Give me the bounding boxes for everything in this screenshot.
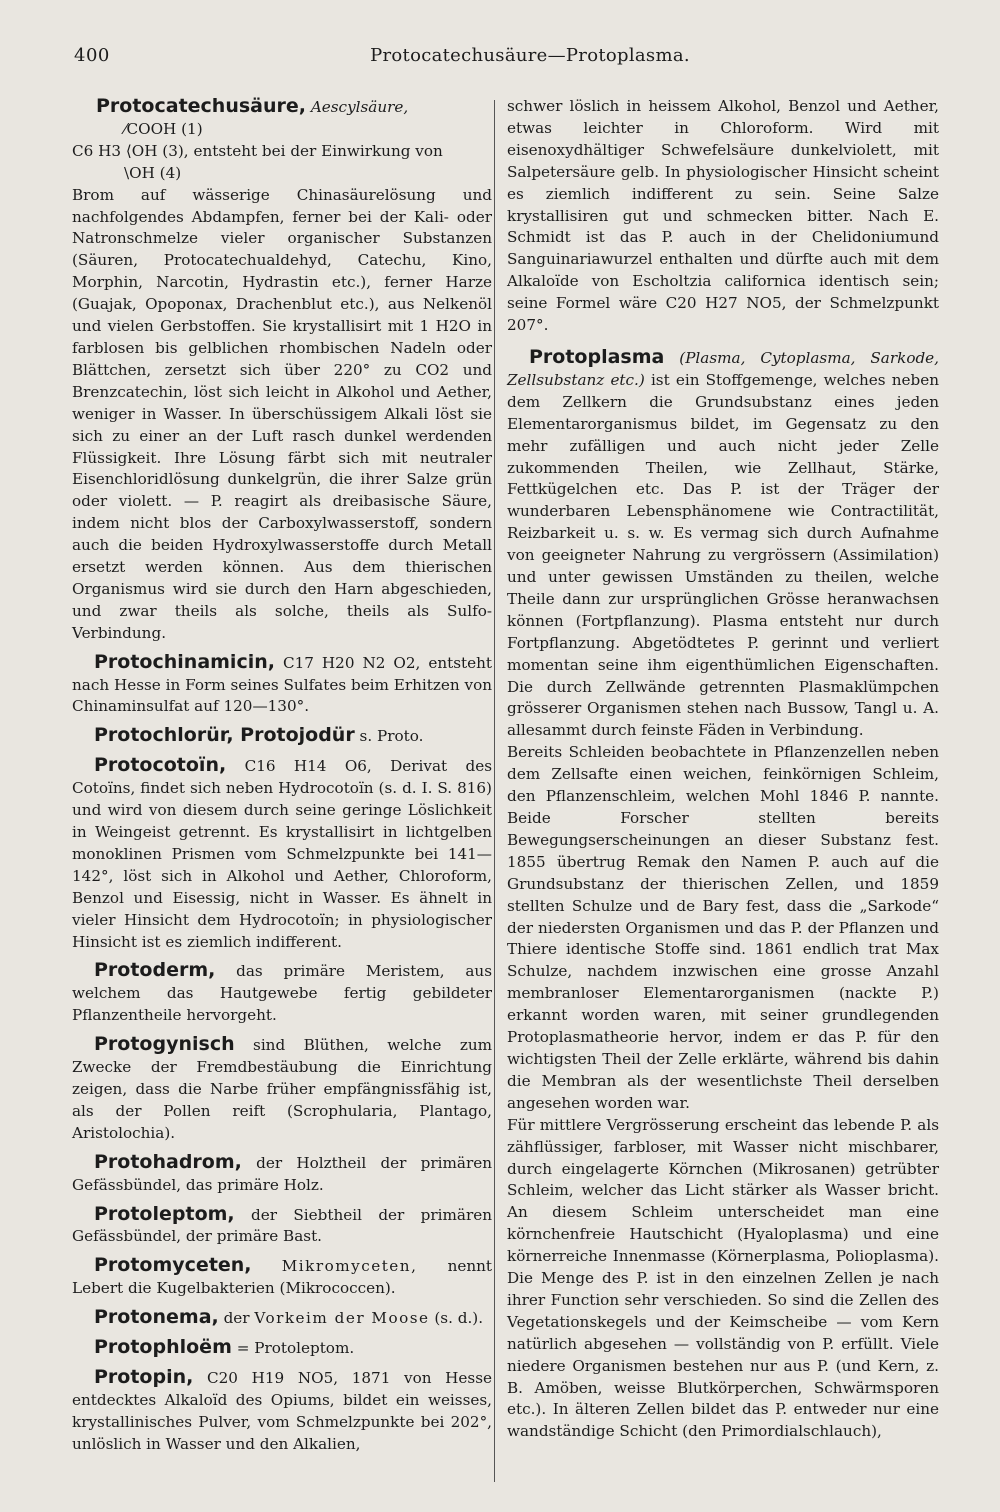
entry-body: schwer löslich in heissem Alkohol, Benzol und Aether, etwas leichter in Chloroform. Wird mit eisenoxydhältiger Schwefelsäure dunkelviolett, mit Salpetersäure gelb. In physiologischer Hinsicht scheint es ziemlich indifferent zu sein. Seine Salze krystallisiren gut und schmecken bitter. Nach E. Schmidt ist das P. auch in der Chelidoniumund Sanguinariawurzel enthalten und dürfte auch mit dem Alkaloïde von Escholtzia californica identisch sein; seine Formel wäre C20 H27 NO5, der Schmelzpunkt 207°. (507, 97, 939, 335)
entry-head: Protophloëm (94, 1336, 232, 1359)
formula-line-2: C6 H3 ⟨OH (3), entsteht bei der Einwirkung von (72, 141, 443, 160)
entry-protocatechusaeure (72, 96, 492, 645)
entry-protophloem (72, 1337, 492, 1360)
entry-protohadrom (72, 1152, 492, 1197)
entry-body: nennt Lebert die Kugelbakterien (Mikrococcen). (72, 1257, 493, 1298)
entry-protonema (72, 1307, 492, 1330)
entry-body: C20 H19 NO5, 1871 von Hesse entdecktes Alkaloïd des Opiums, bildet ein weisses, krystallinisches Pulver, vom Schmelzpunkte bei 202°, unlöslich in Wasser und den Alkalien, (72, 1368, 492, 1453)
formula-line-3: \OH (4) (124, 163, 182, 182)
entry-protopin (72, 1367, 492, 1456)
entry-spaced-term: Vorkeim der Moose (254, 1309, 430, 1328)
entry-paragraph-2: Bereits Schleiden beobachtete in Pflanzenzellen neben dem Zellsafte einen weichen, feinkörnigen Schleim, den Pflanzenschleim, welchen Mohl 1846 P. nannte. Beide Forscher stellten bereits Bewegungserscheinungen an dieser Substanz fest. 1855 übertrug Remak den Namen P. auch auf die Grundsubstanz der thierischen Zellen, und 1859 stellten Schulze und de Bary fest, dass die „Sarkode“ der niedersten Organismen und das P. der Pflanzen und Thiere identische Stoffe sind. 1861 endlich trat Max Schulze, nachdem inzwischen eine grosse Anzahl membranloser Elementarorganismen (nackte P.) erkannt worden waren, mit seiner grundlegenden Protoplasmatheorie hervor, indem er das P. für den wichtigsten Theil der Zelle erklärte, während bis dahin die Membran als der wesentlichste Theil derselben angesehen worden war. (507, 743, 939, 1112)
entry-protogynisch (72, 1034, 492, 1145)
entry-head: Protocatechusäure, (96, 95, 306, 117)
entry-head: Protohadrom, (94, 1150, 242, 1173)
entry-head: Protogynisch (94, 1033, 235, 1056)
entry-protoderm (72, 960, 492, 1027)
left-column (72, 96, 492, 1463)
entry-body: der Siebtheil der primären Gefässbündel, der primäre Bast. (72, 1205, 493, 1246)
column-divider (494, 100, 495, 1482)
entry-body: = Protoleptom. (236, 1339, 355, 1358)
entry-protomyceten (72, 1255, 492, 1300)
entry-head: Protoleptom, (94, 1202, 235, 1225)
entry-protopin-continued (507, 96, 939, 337)
entry-head: Protochinamicin, (94, 650, 275, 673)
entry-synonym: Aescylsäure, (310, 98, 409, 116)
entry-body-post: (s. d.). (434, 1309, 484, 1328)
entry-spaced-term: Mikromyceten, (281, 1257, 418, 1276)
entry-body: C17 H20 N2 O2, entsteht nach Hesse in Form seines Sulfates beim Erhitzen von Chinaminsulfat auf 120—130°. (72, 653, 492, 716)
entry-body: das primäre Meristem, aus welchem das Hautgewebe fertig gebildeter Pflanzentheile hervorgeht. (72, 962, 492, 1025)
entry-body: ist ein Stoffgemenge, welches neben dem Zellkern die Grundsubstanz eines jeden Elementarorganismus bildet, im Gegensatz zu den mehr zufälligen und auch nicht jeder Zelle zukommenden Theilen, wie Zellhaut, Stärke, Fettkügelchen etc. Das P. ist der Träger der wunderbaren Lebensphänomene wie Contractilität, Reizbarkeit u. s. w. Es vermag sich durch Aufnahme von geeigneter Nahrung zu vergrössern (Assimilation) und unter gewissen Umständen zu theilen, welche Theile dann zur ursprünglichen Grösse heranwachsen können (Fortpflanzung). Plasma entsteht nur durch Fortpflanzung. Abgetödtetes P. gerinnt und verliert momentan seine ihm eigenthümlichen Eigenschaften. Die durch Zellwände getrennten Plasmaklümpchen grösserer Organismen stehen nach Bussow, Tangl u. A. allesammt durch feinste Fäden in Verbindung. (507, 370, 939, 740)
entry-protoleptom (72, 1204, 492, 1249)
entry-body: sind Blüthen, welche zum Zwecke der Fremdbestäubung die Einrichtung zeigen, dass die Narbe früher empfängnissfähig ist, als der Pollen reift (Scrophularia, Plantago, Aristolochia). (72, 1036, 493, 1142)
entry-protochinamicin (72, 652, 492, 719)
formula-line-1: ⁄COOH (1) (124, 119, 203, 138)
entry-body: C16 H14 O6, Derivat des Cotoïns, findet sich neben Hydrocotoïn (s. d. I. S. 816) und wird von diesem durch seine geringe Löslichkeit in Weingeist getrennt. Es krystallisirt in lichtgelben monoklinen Prismen vom Schmelzpunkte bei 141—142°, löst sich in Alkohol und Aether, Chloroform, Benzol und Eisessig, nicht in Wasser. Es ähnelt in vieler Hinsicht dem Hydrocotoïn; in physiologischer Hinsicht ist es ziemlich indifferent. (72, 757, 493, 951)
entry-head: Protopin, (94, 1365, 194, 1388)
entry-head: Protocotoïn, (94, 754, 227, 777)
entry-protocotoin (72, 755, 492, 953)
entry-synonyms: (Plasma, Cytoplasma, Sarkode, Zellsubstanz etc.) (507, 348, 939, 389)
entry-body: Brom auf wässerige Chinasäurelösung und nachfolgendes Abdampfen, ferner bei der Kali- oder Natronschmelze vieler organischer Substanzen (Säuren, Protocatechualdehyd, Catechu, Kino, Morphin, Narcotin, Hydrastin etc.), ferner Harze (Guajak, Opoponax, Drachenblut etc.), aus Nelkenöl und vielen Gerbstoffen. Sie krystallisirt mit 1 H2O in farblosen bis gelblichen rhombischen Nadeln oder Blättchen, zersetzt sich über 220° zu CO2 und Brenzcatechin, löst sich leicht in Alkohol und Aether, weniger in Wasser. In überschüssigem Alkali löst sie sich zu einer an der Luft rasch dunkel werdenden Flüssigkeit. Ihre Lösung färbt sich mit neutraler Eisenchloridlösung dunkelgrün, die ihrer Salze grün oder violett. — P. reagirt als dreibasische Säure, indem nicht blos der Carboxylwasserstoff, sondern auch die beiden Hydroxylwasserstoffe durch Metall ersetzt werden können. Aus dem thierischen Organismus wird sie durch den Harn abgeschieden, und zwar theils als solche, theils als Sulfo-Verbindung. (72, 185, 492, 642)
entry-head: Protochlorür, Protojodür (94, 724, 355, 747)
entry-head: Protomyceten, (94, 1254, 252, 1277)
running-head: Protocatechusäure—Protoplasma. (370, 45, 690, 66)
entry-body: der Holztheil der primären Gefässbündel, das primäre Holz. (72, 1153, 493, 1194)
entry-head: Protoplasma (529, 345, 665, 368)
entry-head: Protonema, (94, 1306, 219, 1329)
right-column (507, 96, 939, 1450)
entry-body-pre: der (223, 1309, 250, 1328)
entry-protoplasma (507, 347, 939, 1443)
page-number: 400 (74, 45, 110, 66)
entry-paragraph-3: Für mittlere Vergrösserung erscheint das lebende P. als zähflüssiger, farbloser, mit Wasser nicht mischbarer, durch eingelagerte Körnchen (Mikrosanen) getrübter Schleim, welcher das Licht stärker als Wasser bricht. An diesem Schleim unterscheidet man eine körnchenfreie Hautschicht (Hyaloplasma) und eine körnerreiche Innenmasse (Körnerplasma, Polioplasma). Die Menge des P. ist in den einzelnen Zellen je nach ihrer Function sehr verschieden. So sind die Zellen des Vegetationskegels und der Keimscheibe — vom Kern natürlich abgesehen — vollständig von P. erfüllt. Viele niedere Organismen bestehen nur aus P. (und Kern, z. B. Amöben, weisse Blutkörperchen, Schwärmsporen etc.). In älteren Zellen bildet das P. entweder nur eine wandständige Schicht (den Primordialschlauch), (507, 1115, 939, 1441)
entry-body: s. Proto. (359, 727, 424, 746)
entry-protochloruer (72, 725, 492, 748)
entry-head: Protoderm, (94, 959, 216, 982)
